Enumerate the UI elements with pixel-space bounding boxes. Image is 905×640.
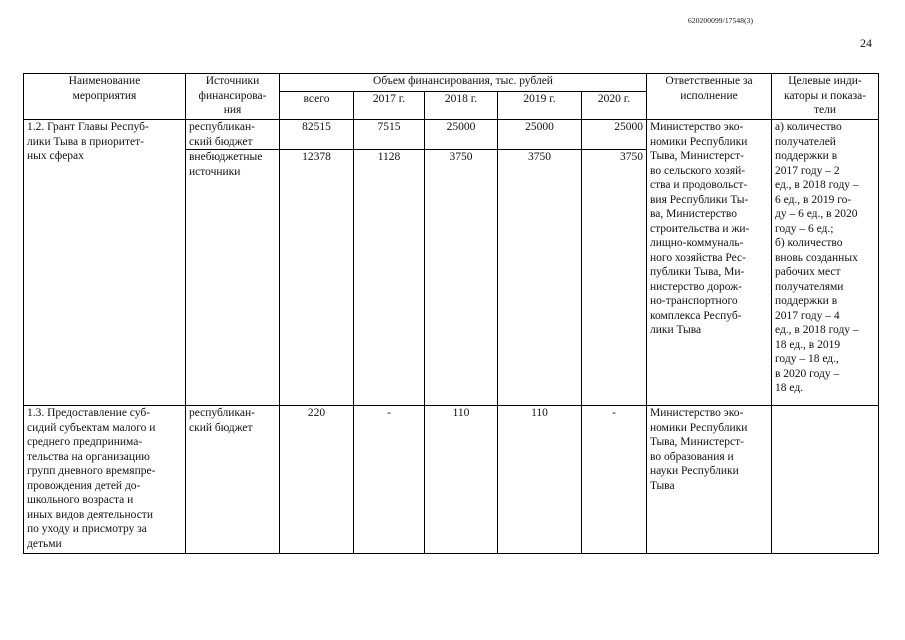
- total-value: 220: [280, 406, 354, 554]
- value-2020: 3750: [582, 150, 647, 406]
- funding-source: республикан- ский бюджет: [186, 406, 280, 554]
- header-2019: 2019 г.: [498, 92, 582, 120]
- total-value: 12378: [280, 150, 354, 406]
- value-2020: -: [582, 406, 647, 554]
- header-volume: Объем финансирования, тыс. рублей: [280, 74, 647, 92]
- measure-name: 1.3. Предоставление суб- сидий субъектам малого и среднего предпринима- тельства на организацию групп дневного времяпре- провождения детей до- школьного возраста и иных видов деятельности по уходу и присмотру за детьми: [24, 406, 186, 554]
- value-2019: 3750: [498, 150, 582, 406]
- value-2018: 25000: [425, 120, 498, 150]
- page-number: 24: [860, 36, 872, 50]
- value-2017: 7515: [354, 120, 425, 150]
- responsible-text: Министерство эко- номики Республики Тыва, Министерст- во образования и науки Республики Тыва: [647, 406, 772, 554]
- indicators-text: [772, 406, 879, 554]
- value-2017: -: [354, 406, 425, 554]
- indicators-text: а) количество получателей поддержки в 2017 году – 2 ед., в 2018 году – 6 ед., в 2019 го- ду – 6 ед., в 2020 году – 6 ед.; б) количество вновь созданных рабочих мест получателями поддержки в 2017 году – 4 ед., в 2018 году – 18 ед., в 2019 году – 18 ед., в 2020 году – 18 ед.: [772, 120, 879, 406]
- header-2018: 2018 г.: [425, 92, 498, 120]
- value-2018: 3750: [425, 150, 498, 406]
- header-indicators: Целевые инди- каторы и показа- тели: [772, 74, 879, 120]
- value-2018: 110: [425, 406, 498, 554]
- header-row-1: [24, 74, 879, 92]
- header-total: всего: [280, 92, 354, 120]
- value-2019: 110: [498, 406, 582, 554]
- measure-name: 1.2. Грант Главы Респуб- лики Тыва в приоритет- ных сферах: [24, 120, 186, 406]
- funding-source: республикан- ский бюджет: [186, 120, 280, 150]
- total-value: 82515: [280, 120, 354, 150]
- header-responsible: Ответственные за исполнение: [647, 74, 772, 120]
- header-name: Наименование мероприятия: [24, 74, 186, 120]
- document-code: 620200099/17548(3): [688, 16, 754, 25]
- header-sources: Источники финансирова- ния: [186, 74, 280, 120]
- responsible-text: Министерство эко- номики Республики Тыва, Министерст- во сельского хозяй- ства и продовольст- вия Республики Ты- ва, Министерство строительства и жи- лищно-коммуналь- ного хозяйства Рес- публики Тыва, Ми- нистерство дорож- но-транспортного комплекса Респуб- лики Тыва: [647, 120, 772, 406]
- value-2020: 25000: [582, 120, 647, 150]
- financing-table: [23, 73, 879, 554]
- funding-source: внебюджетные источники: [186, 150, 280, 406]
- value-2019: 25000: [498, 120, 582, 150]
- table-row: [24, 120, 879, 150]
- header-2020: 2020 г.: [582, 92, 647, 120]
- table-row: [24, 406, 879, 554]
- value-2017: 1128: [354, 150, 425, 406]
- header-2017: 2017 г.: [354, 92, 425, 120]
